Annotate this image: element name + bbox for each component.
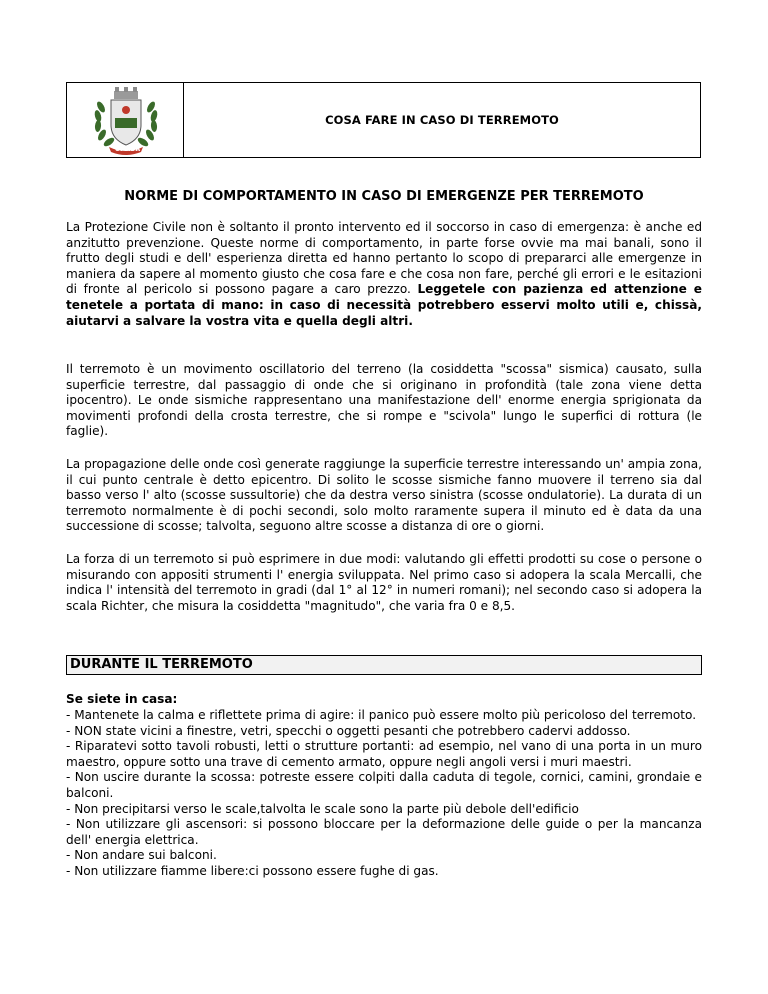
instructions-list [66, 708, 702, 880]
header-box [66, 82, 701, 158]
paragraph-1: Il terremoto è un movimento oscillatorio del terreno (la cosiddetta "scossa" sismica) causato, sulla superficie terrestre, dal passaggio di onde che si originano in profondità (tale zona viene detta ipocentro). Le onde sismiche rappresentano una manifestazione dell' enorme energia sprigionata da movimenti profondi della crosta terrestre, che si rompe e "scivola" lungo le superfici di rottura (le faglie). [66, 362, 702, 439]
section-title-bar: DURANTE IL TERREMOTO [66, 655, 702, 675]
list-item: - Non andare sui balconi. [66, 848, 217, 863]
header-title: COSA FARE IN CASO DI TERREMOTO [325, 113, 559, 127]
list-item: - Mantenete la calma e riflettete prima di agire: il panico può essere molto più pericoloso del terremoto. [66, 708, 697, 722]
intro-bold-text: Leggetele con pazienza ed attenzione e tenetele a portata di mano: in caso di necessità potrebbero esservi molto utili e, chissà, aiutarvi a salvare la vostra vita e quella degli altri. [66, 282, 702, 328]
paragraph-3: La forza di un terremoto si può esprimere in due modi: valutando gli effetti prodotti su cose o persone o misurando con appositi strumenti l' energia sviluppata. Nel primo caso si adopera la scala Mercalli, che indica l' intensità del terremoto in gradi (dal 1° al 12° in numeri romani); nel secondo caso si adopera la scala Richter, che misura la cosiddetta "magnitudo", che varia fra 0 e 8,5. [66, 552, 702, 613]
list-item: - Non uscire durante la scossa: potreste essere colpiti dalla caduta di tegole, cornici, camini, grondaie e balconi. [66, 770, 702, 800]
crest-label: OFFIDA [115, 146, 141, 153]
list-item: - Riparatevi sotto tavoli robusti, letti o strutture portanti: ad esempio, nel vano di una porta in un muro maestro, oppure sotto una trave di cemento armato, oppure negli angoli versi i muri maestri. [66, 739, 702, 769]
intro-paragraph [66, 220, 702, 329]
paragraph-2: La propagazione delle onde così generate raggiunge la superficie terrestre interessando un' ampia zona, il cui punto centrale è detto epicentro. Di solito le scosse sismiche fanno muovere il terreno sia dal basso verso l' alto (scosse sussultorie) che da destra verso sinistra (scosse ondulatorie). La durata di un terremoto normalmente è di pochi secondi, solo molto raramente supera il minuto ed è data da una successione di scosse; talvolta, seguono altre scosse a distanza di ore o giorni. [66, 457, 702, 534]
municipal-crest-logo [87, 85, 165, 157]
list-item: - Non precipitarsi verso le scale,talvolta le scale sono la parte più debole dell'edificio [66, 801, 579, 816]
list-item: - Non utilizzare gli ascensori: si possono bloccare per la deformazione delle guide o per la mancanza dell' energia elettrica. [66, 817, 702, 847]
intro-text: La Protezione Civile non è soltanto il pronto intervento ed il soccorso in caso di emergenza: è anche ed anzitutto prevenzione. Queste norme di comportamento, in parte forse ovvie ma mai banali, sono il frutto degli studi e dell' esperienza diretta ed hanno pertanto lo scopo di prepararci alle emergenze in maniera da sapere al momento giusto che cosa fare e che cosa non fare, perché gli errori e le esitazioni di fronte al pericolo si possono pagare a caro prezzo. [66, 220, 702, 297]
list-item: - NON state vicini a finestre, vetri, specchi o oggetti pesanti che potrebbero cadervi addosso. [66, 723, 631, 738]
sub-heading: Se siete in casa: [66, 692, 178, 706]
list-item: - Non utilizzare fiamme libere:ci possono essere fughe di gas. [66, 863, 439, 878]
main-heading: NORME DI COMPORTAMENTO IN CASO DI EMERGENZE PER TERREMOTO [124, 189, 644, 204]
